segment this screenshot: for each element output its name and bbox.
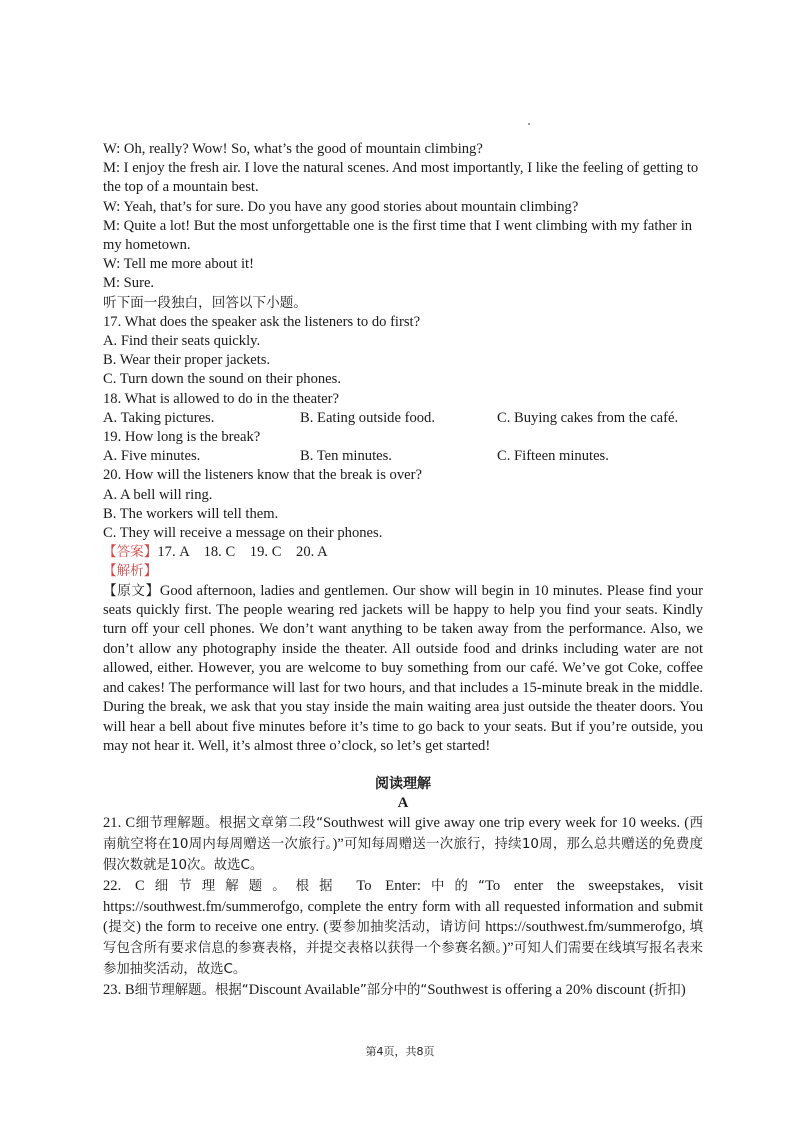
option-b: B. Ten minutes. [300,448,392,465]
dialogue-block [103,140,703,294]
dialogue-line: the top of a mountain best. [103,179,259,196]
transcript-paragraph [103,582,703,757]
question-20 [103,466,703,543]
translation-text: 折扣 [654,983,681,999]
option-c: C. Fifteen minutes. [497,448,609,465]
dialogue-line: W: Tell me more about it! [103,256,254,273]
answer-number: 23. B [103,982,135,999]
answer-number: 21. C [103,815,136,832]
explanation-text: 细节理解题。根据文章第二段“ [135,816,324,832]
translation-text: 填写包含所有要求信息的参赛表格，并提交表格以获得一个参赛名额。 [103,920,703,957]
option-b: B. The workers will tell them. [103,505,279,522]
section-subtitle: A [397,795,409,812]
translation-text: 要参加抽奖活动，请访问 [328,920,482,936]
answer-22 [103,876,703,980]
quoted-text: To Enter: [342,878,421,895]
option-a: A. A bell will ring. [103,486,213,503]
quoted-text: Southwest will give away one trip every week for 10 weeks. ( [323,815,690,832]
question-stem: 17. What does the speaker ask the listeners to do first? [103,313,421,330]
explanation-text: 可知每周赠送一次旅行，持续10周，那么总共赠送的免费度假次数就是10次。故选C。 [103,837,703,874]
explanation-text: 细节理解题。根据“ [134,983,249,999]
transcript-text: Good afternoon, ladies and gentlemen. Our show will begin in 10 minutes. Please find your seats quickly first. The people wearing red jackets will be happy to help you find your seats. Kindly turn off your cell phones. We don’t want anything to be taken away from the performance. Also, we don’t allow any photography inside the theater. All outside food and drinks including water are not allowed, either. However, you are welcome to buy something from our café. We’ve got Coke, coffee and cakes! The performance will last for two hours, and that includes a 15-minute break in the middle. During the break, we ask that you stay inside the main waiting area just outside the theater doors. You will hear a bell about five minutes before it’s time to go back to your seats. But if you’re outside, you may not hear it. Well, it’s almost three o’clock, so let’s get started! [103,582,703,754]
analysis-label: 【解析】 [103,563,158,580]
question-19 [103,428,703,466]
dialogue-line: W: Oh, really? Wow! So, what’s the good of mountain climbing? [103,141,483,157]
quoted-text: Discount Available [248,982,360,999]
page-footer: 第4页，共8页 [365,1045,435,1058]
options-row [103,447,703,466]
punctuation: )” [502,940,514,957]
option-c: C. Buying cakes from the café. [497,409,679,426]
option-c: C. Turn down the sound on their phones. [103,371,341,388]
question-stem: 19. How long is the break? [103,429,261,446]
analysis-line [103,562,703,581]
question-stem: 20. How will the listeners know that the break is over? [103,467,422,484]
question-stem: 18. What is allowed to do in the theater? [103,390,340,407]
punctuation: )” [332,836,344,853]
section-title: 阅读理解 [375,776,431,793]
dialogue-line: M: I enjoy the fresh air. I love the natural scenes. And most importantly, I like the feeling of getting to [103,160,699,177]
punctuation: ) [680,982,686,999]
document-page [103,140,703,1001]
explanation-text: ”部分中的“ [359,983,428,999]
answer-values: 17. A 18. C 19. C 20. A [157,544,328,561]
options-row [103,409,703,428]
quoted-text: Southwest is offering a 20% discount ( [427,982,655,999]
quoted-text: To enter the sweepstakes, visit https://southwest.fm/summerofgo, complete the entry form with all requested information and submit ( [103,878,704,936]
answer-line [103,543,703,562]
option-b: B. Eating outside food. [300,409,435,426]
answer-21 [103,813,703,876]
explanation-text: 可知人们需要在线填写报名表来参加抽奖活动，故选C。 [103,941,703,978]
option-a: A. Five minutes. [103,448,201,465]
quoted-text: ) the form to receive one entry. ( [136,919,329,936]
answer-number: 22. C [103,878,145,895]
explanation-text: 中的“ [420,879,485,895]
option-c: C. They will receive a message on their phones. [103,525,383,542]
translation-text: 提交 [107,920,137,936]
quoted-text: https://southwest.fm/summerofgo, [481,919,690,936]
question-18 [103,390,703,428]
dialogue-line: M: Sure. [103,275,155,292]
option-b: B. Wear their proper jackets. [103,352,271,369]
dialogue-line: my hometown. [103,237,191,254]
answer-23 [103,980,703,1001]
translation-text: 西南航空将在10周内每周赠送一次旅行。 [103,816,704,853]
answer-label: 【答案】 [103,544,158,561]
option-a: A. Taking pictures. [103,409,215,426]
option-a: A. Find their seats quickly. [103,333,261,350]
transcript-label: 【原文】 [103,582,160,599]
listening-instruction: 听下面一段独白，回答以下小题。 [103,294,307,311]
scan-speck [528,123,530,125]
dialogue-line: W: Yeah, that’s for sure. Do you have any good stories about mountain climbing? [103,198,579,215]
dialogue-line: M: Quite a lot! But the most unforgettable one is the first time that I went climbing with my father in [103,217,693,234]
explanation-text: 细节理解题。根据 [144,879,343,895]
question-17 [103,313,703,390]
